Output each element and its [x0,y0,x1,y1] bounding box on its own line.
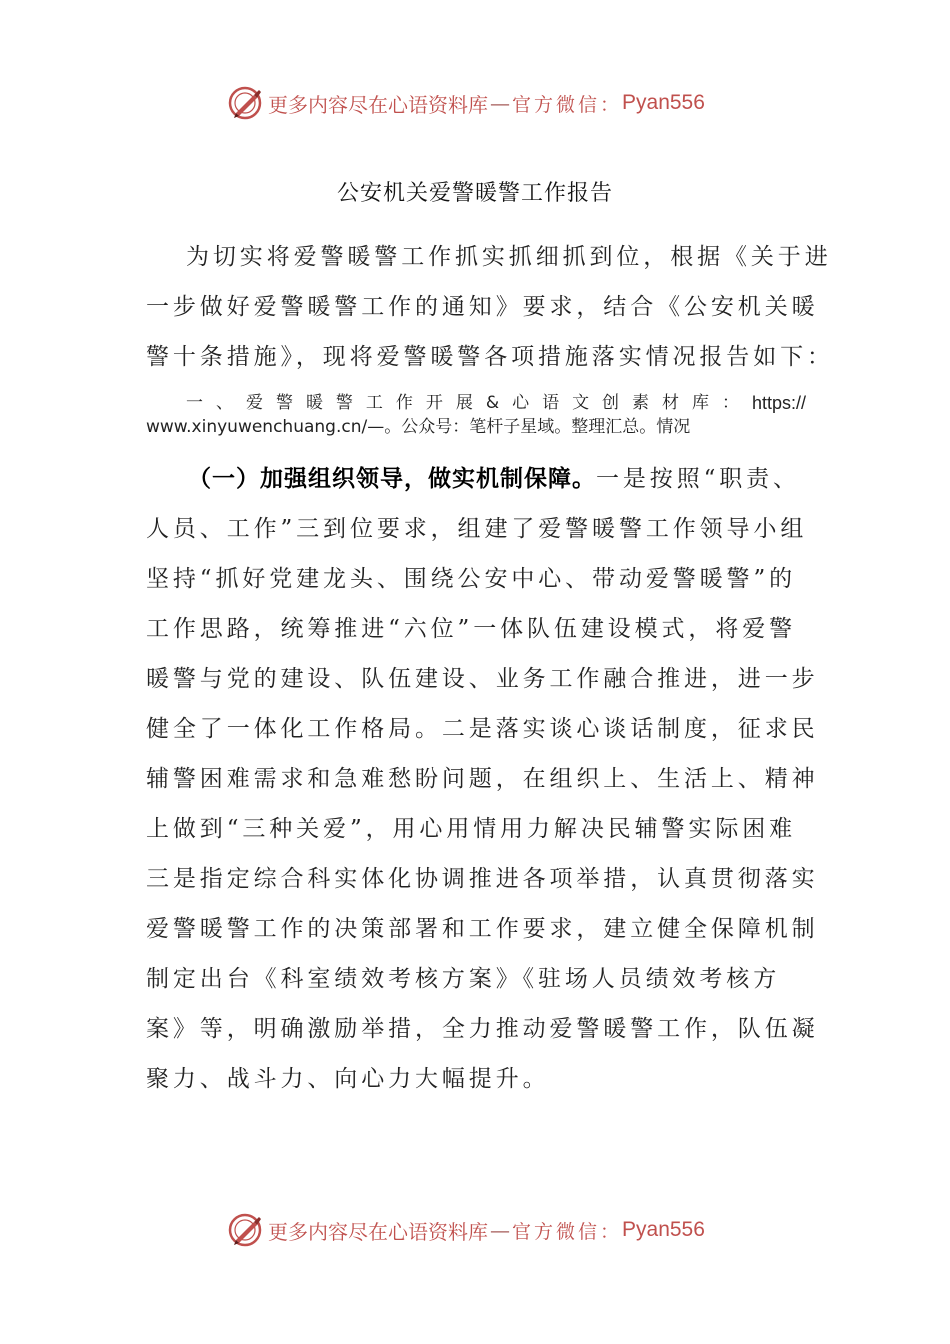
note-char: 库 [692,393,709,413]
banner-text: 更多内容尽在心语资料库 [268,92,488,117]
section-line: 工作思路，统筹推进“六位”一体队伍建设模式，将爱警 [146,616,797,642]
section-line: 爱警暖警工作的决策部署和工作要求，建立健全保障机制 [146,916,819,942]
section-line: 聚力、战斗力、向心力大幅提升。 [146,1066,550,1092]
pen-logo-icon [228,85,264,121]
note-url-part: https:// [751,393,806,413]
note-char: ： [721,393,739,413]
section-line: 健全了一体化工作格局。二是落实谈心谈话制度，征求民 [146,716,819,742]
section-paragraph [146,454,819,1104]
note-char: 工 [365,393,383,413]
note-line-2: www.xinyuwenchuang.cn/—。公众号：笔杆子星域。整理汇总。情况 [146,417,691,437]
banner-wechat-id: Pyan556 [622,91,705,114]
section-heading: （一）加强组织领导，做实机制保障。 [188,466,596,492]
note-char: 开 [425,393,443,413]
intro-line: 为切实将爱警暖警工作抓实抓细抓到位，根据《关于进 [186,244,832,270]
section-first-line [146,454,806,504]
intro-paragraph [146,232,834,382]
banner-wechat-id: Pyan556 [622,1218,705,1241]
note-char: 警 [275,393,293,413]
intro-line: 一步做好爱警暖警工作的通知》要求，结合《公安机关暖 [146,294,819,320]
header-banner [228,83,705,123]
section-line: 上做到“三种关爱”，用心用情用力解决民辅警实际困难 [146,816,797,842]
note-char: & [485,393,500,413]
banner-dash: — [490,91,510,115]
banner-dash: — [490,1218,510,1242]
note-char: 爱 [245,393,263,413]
banner-text: 更多内容尽在心语资料库 [268,1219,488,1244]
note-char: 作 [395,393,413,413]
watermark-note [146,391,806,439]
note-line-1 [146,391,806,415]
note-char: 警 [335,393,353,413]
section-line: 坚持“抓好党建龙头、围绕公安中心、带动爱警暖警”的 [146,566,797,592]
note-char: 材 [662,393,680,413]
section-line: 三是指定综合科实体化协调推进各项举措，认真贯彻落实 [146,866,819,892]
section-line: 制定出台《科室绩效考核方案》《驻场人员绩效考核方 [146,966,781,992]
section-line: 人员、工作”三到位要求，组建了爱警暖警工作领导小组 [146,516,808,542]
note-char: 语 [542,393,560,413]
banner-wechat-label: 官方微信： [512,1220,623,1243]
note-char: 素 [632,393,650,413]
intro-line: 警十条措施》，现将爱警暖警各项措施落实情况报告如下： [146,344,834,370]
section-line: 案》等，明确激励举措，全力推动爱警暖警工作，队伍凝 [146,1016,819,1042]
banner-wechat-label: 官方微信： [512,93,623,116]
section-line: 暖警与党的建设、队伍建设、业务工作融合推进，进一步 [146,666,819,692]
note-char: 、 [215,393,233,413]
section-line: 辅警困难需求和急难愁盼问题，在组织上、生活上、精神 [146,766,819,792]
document-title: 公安机关爱警暖警工作报告 [336,181,613,206]
note-char: 心 [512,393,530,413]
note-char: 展 [455,393,473,413]
note-char: 一 [186,393,203,413]
section-text: 一是按照“职责、 [596,466,800,492]
note-char: 暖 [305,393,323,413]
note-char: 创 [602,393,620,413]
note-char: 文 [572,393,590,413]
footer-banner [228,1210,705,1250]
pen-logo-icon [228,1212,264,1248]
